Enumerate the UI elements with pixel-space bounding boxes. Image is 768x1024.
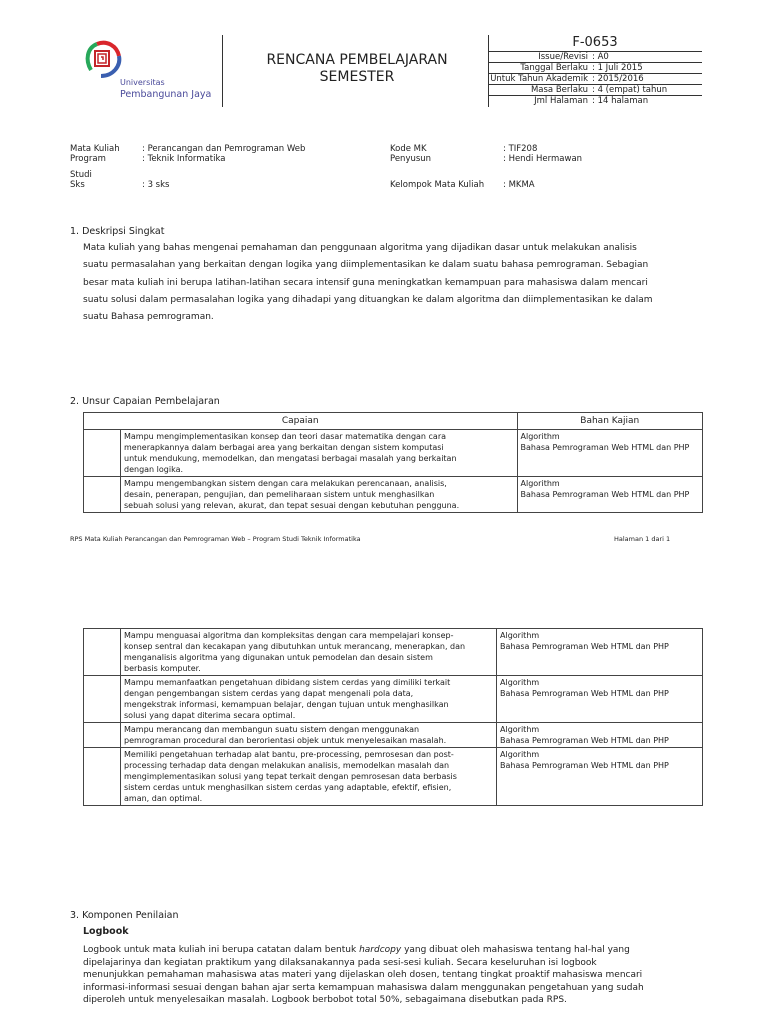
logo-university-line2: Pembangunan Jaya: [120, 89, 212, 100]
meta-value: : A0: [590, 52, 702, 63]
meta-label: Issue/Revisi: [488, 52, 590, 63]
table-row: [84, 748, 703, 806]
meta-label: Masa Berlaku: [488, 85, 590, 96]
meta-value: : 4 (empat) tahun: [590, 85, 702, 96]
header-divider-left: [222, 35, 223, 107]
bahan-cell: Algorithm Bahasa Pemrograman Web HTML dan PHP: [497, 676, 703, 723]
row-number-cell: [84, 748, 121, 806]
meta-row: [488, 63, 702, 74]
logo-emblem-icon: [83, 40, 123, 80]
mk-value: : Perancangan dan Pemrograman Web: [142, 144, 306, 154]
bahan-cell: Algorithm Bahasa Pemrograman Web HTML dan PHP: [517, 430, 702, 477]
meta-label: Untuk Tahun Akademik: [488, 74, 590, 85]
bahan-cell: Algorithm Bahasa Pemrograman Web HTML dan PHP: [497, 629, 703, 676]
bahan-cell: Algorithm Bahasa Pemrograman Web HTML dan PHP: [497, 723, 703, 748]
meta-label: Tanggal Berlaku: [488, 63, 590, 74]
logbook-line: diperoleh untuk menyelesaikan masalah. Logbook berbobot total 50%, sebagaimana disebutkan pada RPS.: [83, 995, 567, 1005]
table-row: [84, 676, 703, 723]
kelompok-value: : MKMA: [503, 180, 535, 190]
program-value: : Teknik Informatika: [142, 154, 226, 164]
kelompok-label: Kelompok Mata Kuliah: [390, 180, 485, 190]
row-number-cell: [84, 676, 121, 723]
sks-value: : 3 sks: [142, 180, 170, 190]
title-line2: SEMESTER: [319, 69, 395, 85]
table-row: [84, 723, 703, 748]
column-header-capaian: Capaian: [84, 413, 518, 430]
section1-heading: 1. Deskripsi Singkat: [70, 226, 165, 237]
capaian-cell: Mampu menguasai algoritma dan kompleksitas dengan cara mempelajari konsep- konsep sentral dan kecakapan yang dibutuhkan untuk merancang, menerapkan, dan menganalisis algoritma yang digunakan untuk pemodelan dan desain sistem berbasis komputer.: [121, 629, 497, 676]
logbook-line: dipelajarinya dan kegiatan praktikum yang dilaksanakannya pada sesi-sesi kuliah. Secara keseluruhan isi logbook: [83, 957, 597, 968]
title-line1: RENCANA PEMBELAJARAN: [266, 52, 448, 68]
logbook-line: informasi-informasi sesuai dengan bahan ajar serta kemampuan mahasiswa dalam menggunakan pengetahuan yang sudah: [83, 982, 644, 993]
section1-description: [83, 240, 703, 326]
bahan-cell: Algorithm Bahasa Pemrograman Web HTML dan PHP: [497, 748, 703, 806]
document-title: [225, 52, 489, 86]
capaian-cell: Mampu mengimplementasikan konsep dan teori dasar matematika dengan cara menerapkannya dalam berbagai area yang berkaitan dengan sistem komputasi untuk mendukung, memodelkan, dan mengatasi berbagai masalah yang berkaitan dengan logika.: [121, 430, 518, 477]
table-row: [84, 629, 703, 676]
logo-university-line1: Universitas: [120, 78, 165, 87]
capaian-table-page2: [83, 628, 703, 806]
logbook-line: menunjukkan pemahaman mahasiswa atas materi yang dijelaskan oleh dosen, tentang tingkat proaktif mahasiswa mencari: [83, 970, 643, 980]
capaian-cell: Mampu memanfaatkan pengetahuan dibidang sistem cerdas yang dimiliki terkait dengan pengembangan sistem cerdas yang dapat mengenali pola data, mengekstrak informasi, kemampuan belajar, dengan tujuan untuk menghasilkan solusi yang dapat diterima secara optimal.: [121, 676, 497, 723]
page-footer-right: Halaman 1 dari 1: [614, 535, 671, 543]
table-header-row: [84, 413, 703, 430]
course-info-left: [70, 144, 305, 190]
university-logo: [83, 40, 213, 106]
kode-value: : TIF208: [503, 144, 538, 154]
table-row: [84, 477, 703, 513]
sks-label: Sks: [70, 180, 85, 190]
program-label: Program: [70, 154, 106, 164]
meta-row: [488, 52, 702, 63]
capaian-table-page1: [83, 412, 703, 513]
meta-value: : 1 Juli 2015: [590, 63, 702, 74]
row-number-cell: [84, 723, 121, 748]
table-row: [84, 430, 703, 477]
meta-row: [488, 96, 702, 107]
form-code: F-0653: [572, 35, 618, 50]
kelompok-row: [390, 180, 535, 190]
capaian-cell: Mampu merancang dan membangun suatu sistem dengan menggunakan pemrograman procedural dan berorientasi objek untuk menyelesaikan masalah.: [121, 723, 497, 748]
meta-value: : 2015/2016: [590, 74, 702, 85]
meta-row: [488, 85, 702, 96]
description-line: suatu solusi dalam permasalahan logika yang dihadapi yang dituangkan ke dalam algoritma dan diimplementasikan ke dalam: [83, 294, 653, 305]
meta-value: : 14 halaman: [590, 96, 702, 107]
course-info-right: [390, 144, 582, 164]
mk-label: Mata Kuliah: [70, 144, 120, 154]
description-line: suatu permasalahan yang berkaitan dengan logika yang diimplementasikan ke dalam suatu bahasa pemrograman. Sebagian: [83, 260, 649, 271]
penyusun-label: Penyusun: [390, 154, 432, 164]
description-line: besar mata kuliah ini berupa latihan-latihan secara intensif guna meningkatkan kemampuan para mahasiswa dalam mencari: [83, 277, 648, 288]
section2-heading: 2. Unsur Capaian Pembelajaran: [70, 396, 220, 407]
studi-label: Studi: [70, 170, 92, 180]
bahan-cell: Algorithm Bahasa Pemrograman Web HTML dan PHP: [517, 477, 702, 513]
capaian-cell: Memiliki pengetahuan terhadap alat bantu, pre-processing, pemrosesan dan post- processing terhadap data dengan melakukan analisis, memodelkan masalah dan mengimplementasikan solusi yang tepat terkait dengan pemrosesan data berbasis sistem cerdas untuk menghasilkan sistem cerdas yang adaptable, efektif, efisien, aman, dan optimal.: [121, 748, 497, 806]
logbook-description: [83, 944, 708, 1007]
description-line: Mata kuliah yang bahas mengenai pemahaman dan penggunaan algoritma yang dijadikan dasar untuk melakukan analisis: [83, 243, 637, 253]
meta-label: Jml Halaman: [488, 96, 590, 107]
document-meta-table: [488, 51, 702, 106]
capaian-cell: Mampu mengembangkan sistem dengan cara melakukan perencanaan, analisis, desain, penerapan, pengujian, dan pemeliharaan sistem untuk menghasilkan sebuah solusi yang relevan, akurat, dan tepat sesuai dengan kebutuhan pengguna.: [121, 477, 518, 513]
penyusun-value: : Hendi Hermawan: [503, 154, 583, 164]
page-footer-left: RPS Mata Kuliah Perancangan dan Pemrograman Web – Program Studi Teknik Informatika: [70, 535, 361, 543]
row-number-cell: [84, 477, 121, 513]
row-number-cell: [84, 430, 121, 477]
logbook-line: Logbook untuk mata kuliah ini berupa catatan dalam bentuk hardcopy yang dibuat oleh mahasiswa tentang hal-hal yang: [83, 945, 630, 955]
section3-heading: 3. Komponen Penilaian: [70, 910, 179, 921]
kode-label: Kode MK: [390, 144, 427, 154]
row-number-cell: [84, 629, 121, 676]
column-header-bahan: Bahan Kajian: [517, 413, 702, 430]
description-line: suatu Bahasa pemrograman.: [83, 312, 214, 323]
logbook-subheading: Logbook: [83, 926, 129, 937]
meta-row: [488, 74, 702, 85]
